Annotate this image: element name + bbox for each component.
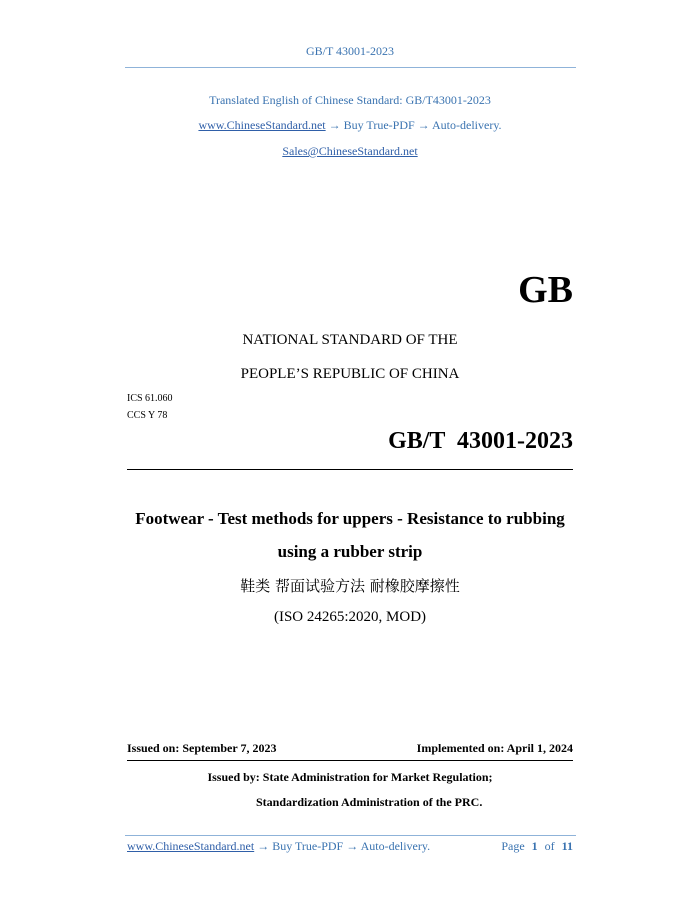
footer-rest: → Buy True-PDF → Auto-delivery.	[254, 839, 431, 853]
footer-left	[127, 839, 430, 854]
title-line2: using a rubber strip	[277, 542, 423, 561]
banner-line2	[0, 118, 700, 133]
issuer-line1: Issued by: State Administration for Market Regulation;	[207, 770, 493, 784]
banner-line2-rest: → Buy True-PDF → Auto-delivery.	[325, 118, 502, 132]
iso-reference: (ISO 24265:2020, MOD)	[273, 609, 427, 625]
ccs-code: CCS Y 78	[127, 410, 168, 421]
footer-rule	[125, 835, 576, 836]
banner-line1: Translated English of Chinese Standard: GB/T43001-2023	[209, 93, 491, 107]
title-line1: Footwear - Test methods for uppers - Resistance to rubbing	[135, 509, 565, 528]
national-line1: NATIONAL STANDARD OF THE	[242, 332, 458, 348]
gb-logo: GB	[518, 269, 573, 311]
page-label: Page	[501, 839, 525, 853]
site-link[interactable]: www.ChineseStandard.net	[198, 118, 326, 132]
banner-line3	[0, 144, 700, 159]
ics-code: ICS 61.060	[127, 393, 173, 404]
page-total: 11	[561, 839, 573, 853]
email-link[interactable]: Sales@ChineseStandard.net	[282, 144, 418, 158]
page-number: 1	[531, 839, 538, 853]
title-rule	[127, 469, 573, 470]
issuer-line2: Standardization Administration of the PRC.	[256, 795, 483, 809]
issued-date: Issued on: September 7, 2023	[127, 741, 277, 755]
national-line2: PEOPLE’S REPUBLIC OF CHINA	[240, 366, 460, 382]
dates-rule	[127, 760, 573, 761]
title-chinese: 鞋类 帮面试验方法 耐橡胶摩擦性	[240, 577, 460, 595]
running-header: GB/T 43001-2023	[305, 44, 395, 58]
of-label: of	[544, 839, 555, 853]
page-indicator	[501, 839, 573, 854]
document-number: GB/T 43001-2023	[388, 428, 573, 454]
footer-site-link[interactable]: www.ChineseStandard.net	[127, 839, 255, 853]
header-rule	[125, 67, 576, 68]
implemented-date: Implemented on: April 1, 2024	[416, 741, 573, 755]
